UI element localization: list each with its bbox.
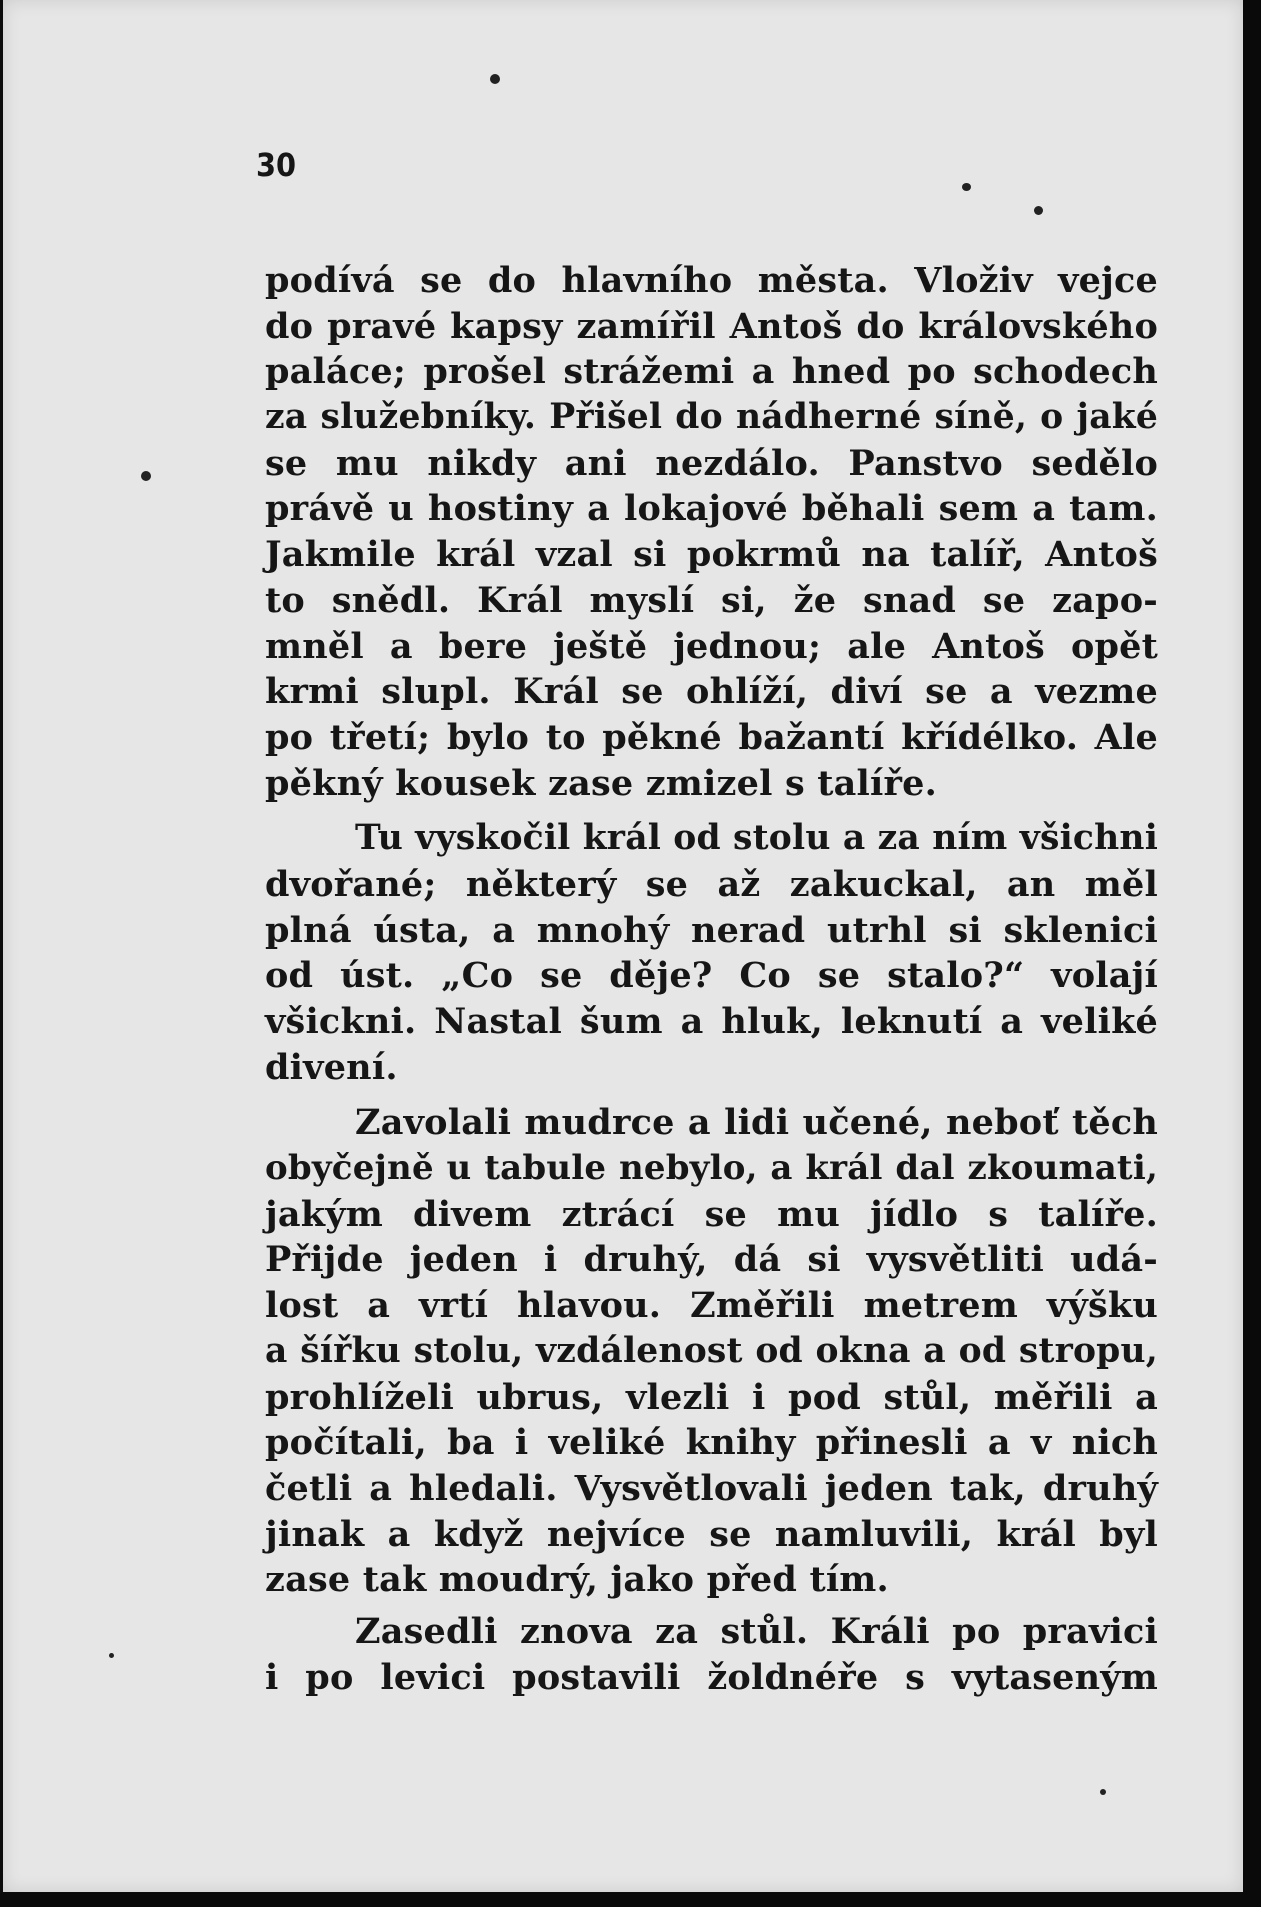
text-line: i po levici postavili žoldnéře s vytaseným bbox=[265, 1656, 1158, 1698]
text-line: mněl a bere ještě jednou; ale Antoš opět bbox=[265, 625, 1158, 667]
text-line: podívá se do hlavního města. Vloživ vejce bbox=[265, 260, 1158, 301]
text-line: obyčejně u tabule nebylo, a král dal zkoumati, bbox=[265, 1148, 1158, 1189]
text-line: plná ústa, a mnohý nerad utrhl si sklenici bbox=[265, 909, 1158, 951]
paragraph bbox=[265, 816, 1158, 1090]
text-line: právě u hostiny a lokajové běhali sem a tam. bbox=[265, 488, 1158, 530]
scan-speck bbox=[109, 1653, 114, 1658]
text-line: jinak a když nejvíce se namluvili, král byl bbox=[265, 1513, 1158, 1555]
text-line: Zasedli znova za stůl. Králi po pravici bbox=[355, 1610, 1158, 1652]
scan-speck bbox=[490, 74, 500, 84]
scan-speck bbox=[1034, 206, 1043, 215]
scan-speck bbox=[141, 471, 151, 481]
text-line: zase tak moudrý, jako před tím. bbox=[265, 1559, 889, 1601]
text-line: četli a hledali. Vysvětlovali jeden tak, druhý bbox=[265, 1467, 1158, 1509]
text-line: Tu vyskočil král od stolu a za ním všichni bbox=[355, 818, 1158, 859]
text-line: po třetí; bylo to pěkné bažantí křídélko. Ale bbox=[265, 716, 1158, 758]
text-line: pěkný kousek zase zmizel s talíře. bbox=[265, 762, 937, 804]
book-page bbox=[3, 0, 1243, 1892]
text-line: krmi slupl. Král se ohlíží, diví se a vezme bbox=[265, 671, 1158, 713]
scan-speck bbox=[962, 183, 971, 191]
text-line: paláce; prošel strážemi a hned po schodech bbox=[265, 351, 1158, 393]
text-line: všickni. Nastal šum a hluk, leknutí a veliké bbox=[265, 1001, 1158, 1042]
text-line: a šířku stolu, vzdálenost od okna a od stropu, bbox=[265, 1330, 1158, 1371]
page-number: 30 bbox=[256, 146, 297, 184]
text-line: divení. bbox=[265, 1046, 398, 1088]
paragraph bbox=[265, 258, 1158, 806]
text-line: lost a vrtí hlavou. Změřili metrem výšku bbox=[265, 1285, 1158, 1327]
text-line: se mu nikdy ani nezdálo. Panstvo sedělo bbox=[265, 442, 1158, 484]
text-line: za služebníky. Přišel do nádherné síně, o jaké bbox=[265, 397, 1158, 438]
paragraph bbox=[265, 1609, 1158, 1700]
text-line: jakým divem ztrácí se mu jídlo s talíře. bbox=[265, 1193, 1158, 1235]
text-line: dvořané; některý se až zakuckal, an měl bbox=[265, 863, 1158, 905]
scan-border-bottom bbox=[0, 1893, 1261, 1907]
text-line: Jakmile král vzal si pokrmů na talíř, Antoš bbox=[265, 534, 1158, 576]
text-line: to snědl. Král myslí si, že snad se zapo- bbox=[265, 579, 1158, 621]
scan-border-right bbox=[1243, 0, 1261, 1907]
text-line: od úst. „Co se děje? Co se stalo?“ volají bbox=[265, 955, 1158, 997]
body-text bbox=[265, 258, 1158, 1700]
text-line: prohlíželi ubrus, vlezli i pod stůl, měřili a bbox=[265, 1376, 1158, 1418]
text-line: do pravé kapsy zamířil Antoš do královského bbox=[265, 305, 1158, 347]
text-line: počítali, ba i veliké knihy přinesli a v nich bbox=[265, 1422, 1158, 1464]
paragraph bbox=[265, 1100, 1158, 1603]
scan-speck bbox=[1100, 1789, 1106, 1795]
text-line: Přijde jeden i druhý, dá si vysvětliti udá- bbox=[265, 1239, 1158, 1281]
text-line: Zavolali mudrce a lidi učené, neboť těch bbox=[355, 1102, 1158, 1144]
